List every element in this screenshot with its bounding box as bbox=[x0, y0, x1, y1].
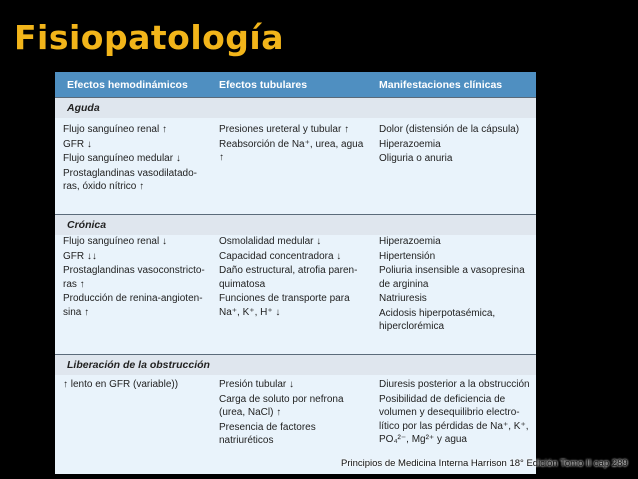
table-cell-text: Diuresis posterior a la obstrucción bbox=[379, 379, 530, 390]
source-citation: Principios de Medicina Interna Harrison 18° Edición Tomo II cap 289 bbox=[341, 458, 628, 469]
table-cell-text: Prostaglandinas vasodilatado-ras, óxido nítrico ↑ bbox=[63, 167, 197, 192]
table-cell-text: Hiperazoemia bbox=[379, 236, 441, 247]
table-cell-text: Oliguria o anuria bbox=[379, 153, 453, 164]
header-hemodynamic: Efectos hemodinámicos bbox=[67, 79, 188, 91]
section-label: Crónica bbox=[67, 219, 107, 231]
table-cell-text: Reabsorción de Na⁺, urea, agua ↑ bbox=[219, 138, 364, 163]
table-cell-text: Posibilidad de deficiencia de volumen y desequilibrio electro-lítico por las pérdidas de Na⁺, K⁺, PO₄²⁻, Mg²⁺ y agua bbox=[379, 393, 529, 445]
table-cell-text: Poliuria insensible a vasopresina de arginina bbox=[379, 265, 525, 290]
table-cell-text: Flujo sanguíneo renal ↓ bbox=[63, 236, 167, 247]
table-cell-text: Producción de renina-angioten-sina ↑ bbox=[63, 293, 203, 318]
table-cell-text: Acidosis hiperpotasémica, hiperclorémica bbox=[379, 307, 496, 332]
cell-aguda-clinical bbox=[379, 123, 531, 166]
table-cell-text: Hipertensión bbox=[379, 250, 436, 262]
table-header-row bbox=[55, 72, 536, 97]
cell-cronica-clinical bbox=[379, 235, 533, 334]
table-cell-text: Funciones de transporte para Na⁺, K⁺, H⁺ ↓ bbox=[219, 293, 350, 318]
table-cell-text: Presión tubular ↓ bbox=[219, 379, 295, 390]
header-tubular: Efectos tubulares bbox=[219, 79, 308, 91]
table-cell-text: ↑ lento en GFR (variable)) bbox=[63, 379, 179, 390]
cell-liberacion-tubular bbox=[219, 378, 371, 448]
table-cell-text: Dolor (distensión de la cápsula) bbox=[379, 124, 520, 135]
slide-title: Fisiopatología bbox=[14, 18, 285, 57]
table-cell-text: Flujo sanguíneo medular ↓ bbox=[63, 153, 181, 164]
section-label: Aguda bbox=[67, 102, 100, 114]
header-clinical: Manifestaciones clínicas bbox=[379, 79, 503, 91]
cell-cronica-tubular bbox=[219, 235, 371, 319]
section-label: Liberación de la obstrucción bbox=[67, 359, 210, 371]
table-cell-text: Presencia de factores natriuréticos bbox=[219, 421, 316, 446]
cell-aguda-hemodynamic bbox=[63, 123, 213, 194]
table-cell-text: Hiperazoemia bbox=[379, 138, 441, 150]
table-cell-text: GFR ↓ bbox=[63, 138, 92, 150]
section-header-cronica bbox=[55, 214, 536, 236]
pathophysiology-table bbox=[55, 72, 536, 474]
table-cell-text: Capacidad concentradora ↓ bbox=[219, 250, 342, 262]
cell-liberacion-clinical bbox=[379, 378, 531, 447]
table-cell-text: Carga de soluto por nefrona (urea, NaCl) ↑ bbox=[219, 393, 344, 418]
table-cell-text: Prostaglandinas vasoconstricto-ras ↑ bbox=[63, 265, 205, 290]
cell-liberacion-hemodynamic bbox=[63, 378, 213, 392]
table-cell-text: Osmolalidad medular ↓ bbox=[219, 236, 322, 247]
section-header-aguda bbox=[55, 97, 536, 119]
table-cell-text: GFR ↓↓ bbox=[63, 250, 97, 262]
table-cell-text: Flujo sanguíneo renal ↑ bbox=[63, 124, 167, 135]
cell-aguda-tubular bbox=[219, 123, 371, 165]
cell-cronica-hemodynamic bbox=[63, 235, 213, 319]
table-cell-text: Presiones ureteral y tubular ↑ bbox=[219, 124, 350, 135]
section-header-liberacion bbox=[55, 354, 536, 376]
table-cell-text: Daño estructural, atrofia paren-quimatosa bbox=[219, 265, 358, 290]
table-cell-text: Natriuresis bbox=[379, 293, 427, 304]
